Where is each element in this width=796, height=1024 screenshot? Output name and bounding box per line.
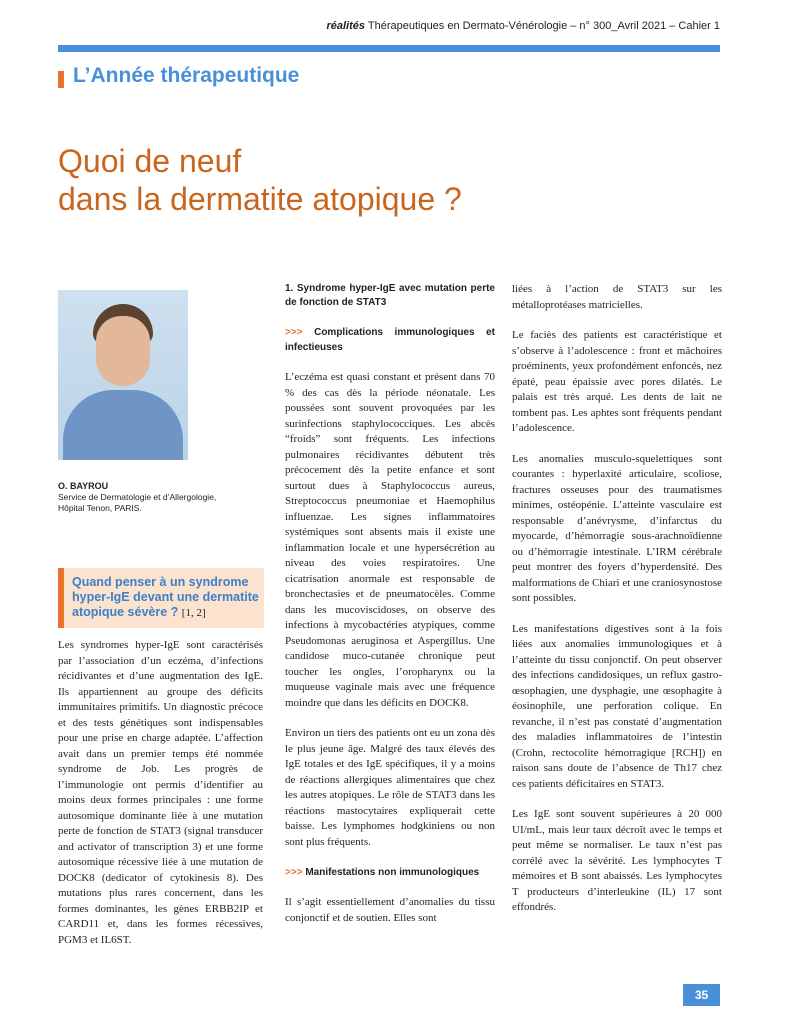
running-header [0, 20, 720, 32]
arrow-heading: >>> Manifestations non immunologiques [285, 867, 480, 878]
paragraph: Le faciès des patients est caractéristique et s’observe à l’adolescence : front et mâchoires proéminents, yeux profondément enfoncés, nez épaté, peau épaissie avec pores dilatés. Le palais est très arqué. Les dents de lait ne tombent pas. Les aphtes sont fréquents pendant l’adolescence. [512, 329, 722, 434]
journal-info: Thérapeutiques en Dermato-Vénérologie – n° 300_Avril 2021 – Cahier 1 [367, 20, 720, 32]
paragraph: Les manifestations digestives sont à la fois liées aux anomalies immunologiques et à l’atteinte du tissu conjonctif. On peut observer des infections candidosiques, un reflux gastro-œsophagien, une dysphagie, une œsophagite à éosinophile, une perforation colique. En revanche, il n’est pas constaté d’augmentation des maladies inflammatoires de l’intestin (Crohn, rectocolite hémorragique [RCH]) en raison sans doute de l’absence de Th17 chez ces patients déficitaires en STAT3. [512, 622, 722, 790]
box-title: Quand penser à un syndrome hyper-IgE devant une dermatite atopique sévère ? [1, 2] [72, 575, 259, 619]
column-3 [512, 282, 722, 931]
paragraph: Les syndromes hyper-IgE sont caractérisés par l’association d’un eczéma, d’infections récidivantes et d’une augmentation des IgE. Ils appartiennent au groupe des déficits immunitaires primitifs. Un diagnostic précoce et des tests génétiques sont indispensables pour une prise en charge adaptée. L’affection avait dans un premier temps été nommée syndrome de Job. Les progrès de l’immunologie ont permis d’identifier au moins deux formes principales : une forme autosomique dominante liée à une mutation perte de fonction de STAT3 (signal transducer and activator of transcription 3) et une forme autosomique récessive liée à une mutation de DOCK8 (dedicator of cytokinesis 8). Des mutations plus rares concernent, dans les formes dominantes, les gènes ERBB2IP et CARD11 et, dans les formes récessives, PGM3 et IL6ST. [58, 639, 263, 946]
section-title: L’Année thérapeutique [73, 64, 300, 87]
journal-brand: réalités [326, 20, 365, 32]
paragraph: L’eczéma est quasi constant et présent dans 70 % des cas dès la période néonatale. Les poussées sont souvent provoquées par les surinfections staphylococciques. Les abcès “froids” sont fréquents. Les infections pulmonaires récidivantes débutent très précocement dès la petite enfance et sont surtout dues à Staphylococcus aureus, Streptococcus pneumoniae et Haemophilus influenzae. Les signes inflammatoires systémiques sont absents mais il existe une inflammation locale et une hypersécrétion au niveau des voies respiratoires. Une cicatrisation anormale est responsable de bronchectasies et de pneumatocèles. Comme dans les mucoviscidoses, on observe des infections à mycobactéries atypiques, comme Pseudomonas aeruginosa et Aspergillus. Une candidose muco-cutanée chronique peut toucher les ongles, l’oropharynx ou la muqueuse vaginale mais avec une fréquence moindre que dans les déficits en DOCK8. [285, 371, 495, 709]
arrow-heading: >>> Complications immunologiques et infectieuses [285, 327, 495, 353]
paragraph: Il s’agit essentiellement d’anomalies du tissu conjonctif et de soutien. Elles sont [285, 896, 495, 924]
paragraph: liées à l’action de STAT3 sur les métalloprotéases matricielles. [512, 283, 722, 311]
author-name: O. BAYROU [58, 481, 109, 491]
paragraph: Environ un tiers des patients ont eu un zona dès le plus jeune âge. Malgré des taux élevés des IgE totales et des IgE spécifiques, il y a moins de réactions allergiques alimentaires que chez les autres atopiques. Le rôle de STAT3 dans les réactions mastocytaires expliquerait cette baisse. Les lymphomes hodgkiniens ou non sont plus fréquents. [285, 727, 495, 848]
column-2 [285, 282, 495, 941]
author-affiliation: Service de Dermatologie et d’Allergologie, Hôpital Tenon, PARIS. [58, 492, 217, 513]
box-refs: [1, 2] [181, 607, 206, 619]
arrow-icon: >>> [285, 327, 303, 338]
highlight-box [58, 568, 264, 628]
arrow-icon: >>> [285, 867, 303, 878]
page-number: 35 [683, 984, 720, 1006]
subheading: 1. Syndrome hyper-IgE avec mutation perte de fonction de STAT3 [285, 283, 495, 308]
article-title-line2: dans la dermatite atopique ? [58, 181, 462, 217]
column-1 [58, 638, 263, 963]
article-title-line1: Quoi de neuf [58, 143, 242, 179]
author-photo [58, 290, 188, 460]
paragraph: Les IgE sont souvent supérieures à 20 000 UI/mL, mais leur taux décroît avec le temps et peut même se normaliser. Le taux n’est pas corrélé avec la sévérité. Les lymphocytes T mémoires et B sont abaissés. Les lymphocytes T producteurs d’interleukine (IL) 17 sont effondrés. [512, 808, 722, 913]
article-title [58, 142, 658, 218]
paragraph: Les anomalies musculo-squelettiques sont courantes : hyperlaxité articulaire, scoliose, fractures osseuses pour des traumatismes minimes, ostéopénie. L’atteinte vasculaire est responsable d’anévrysme, d’infarctus du myocarde, d’hémorragie sous-arachnoïdienne ou d’hémorragie intestinale. L’IRM cérébrale peut montrer des foyers d’hyperdensité. Des malformations de Chiari et une craniosynostose sont possibles. [512, 452, 722, 604]
header-rule [58, 45, 720, 52]
section-marker [58, 71, 64, 88]
